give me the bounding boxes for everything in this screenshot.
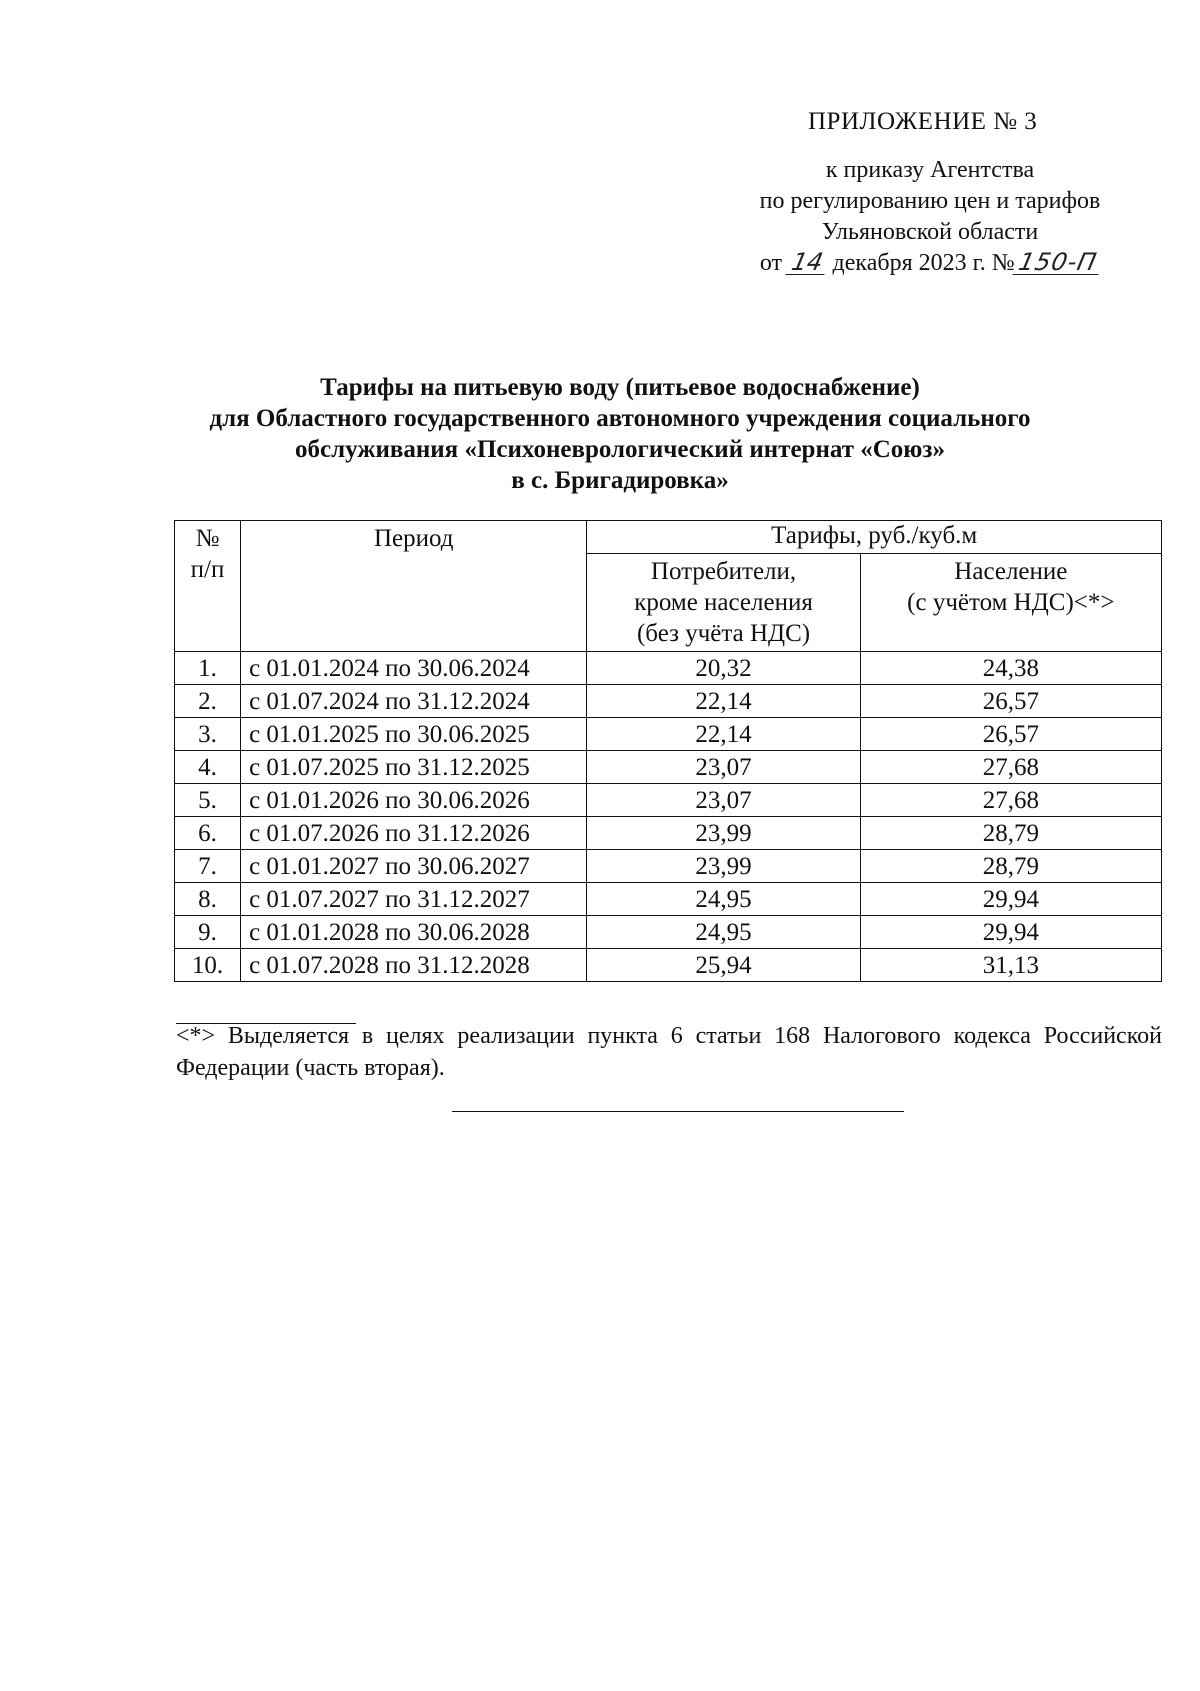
- row-period: с 01.01.2025 по 30.06.2025: [241, 718, 587, 751]
- row-number: 9.: [175, 916, 241, 949]
- row-period: с 01.01.2027 по 30.06.2027: [241, 850, 587, 883]
- row-consumers-tariff: 23,07: [587, 784, 860, 817]
- header-period: Период: [241, 521, 587, 652]
- row-consumers-tariff: 23,99: [587, 817, 860, 850]
- title-line-4: в с. Бригадировка»: [511, 467, 729, 494]
- row-period: с 01.01.2024 по 30.06.2024: [241, 652, 587, 685]
- header-population-line-1: Население: [954, 558, 1068, 585]
- row-population-tariff: 27,68: [860, 751, 1161, 784]
- row-number: 4.: [175, 751, 241, 784]
- row-number: 3.: [175, 718, 241, 751]
- order-number-handwritten: 150-П: [1012, 250, 1103, 275]
- document-title: [150, 372, 1090, 496]
- table-row: [175, 685, 1162, 718]
- header-consumers-line-1: Потребители,: [650, 558, 797, 585]
- table-row: [175, 817, 1162, 850]
- order-middle: декабря 2023 г. №: [832, 250, 1015, 276]
- row-number: 7.: [175, 850, 241, 883]
- table-row: [175, 883, 1162, 916]
- header-number-abbr: п/п: [190, 556, 225, 583]
- table-row: [175, 652, 1162, 685]
- table-row: [175, 784, 1162, 817]
- table-row: [175, 850, 1162, 883]
- title-line-1: Тарифы на питьевую воду (питьевое водоснабжение): [320, 374, 920, 401]
- table-row: [175, 718, 1162, 751]
- row-number: 6.: [175, 817, 241, 850]
- order-line: [700, 248, 1160, 279]
- appendix-title: ПРИЛОЖЕНИЕ № 3: [808, 108, 1038, 135]
- table-row: [175, 949, 1162, 982]
- row-period: с 01.07.2028 по 31.12.2028: [241, 949, 587, 982]
- row-population-tariff: 29,94: [860, 916, 1161, 949]
- header-number: [175, 521, 241, 652]
- row-consumers-tariff: 25,94: [587, 949, 860, 982]
- table-row: [175, 751, 1162, 784]
- order-day-handwritten: 14: [785, 250, 829, 275]
- row-population-tariff: 24,38: [860, 652, 1161, 685]
- appendix-line-2: по регулированию цен и тарифов: [759, 188, 1101, 214]
- title-line-2: для Областного государственного автономного учреждения социального: [209, 405, 1031, 432]
- order-prefix: от: [759, 250, 782, 276]
- row-consumers-tariff: 24,95: [587, 916, 860, 949]
- header-consumers-line-3: (без учёта НДС): [636, 620, 811, 647]
- row-population-tariff: 29,94: [860, 883, 1161, 916]
- row-period: с 01.01.2026 по 30.06.2026: [241, 784, 587, 817]
- row-population-tariff: 26,57: [860, 718, 1161, 751]
- row-population-tariff: 26,57: [860, 685, 1161, 718]
- row-consumers-tariff: 20,32: [587, 652, 860, 685]
- row-population-tariff: 27,68: [860, 784, 1161, 817]
- header-tariffs: Тарифы, руб./куб.м: [587, 521, 1162, 554]
- header-consumers: [587, 554, 860, 652]
- end-of-document-rule: [452, 1111, 904, 1112]
- appendix-line-3: Ульяновской области: [821, 219, 1039, 245]
- appendix-reference: [700, 155, 1160, 279]
- row-period: с 01.01.2028 по 30.06.2028: [241, 916, 587, 949]
- tariff-table: [174, 520, 1162, 982]
- row-number: 1.: [175, 652, 241, 685]
- title-line-3: обслуживания «Психоневрологический интернат «Союз»: [295, 436, 945, 463]
- row-consumers-tariff: 23,99: [587, 850, 860, 883]
- row-period: с 01.07.2025 по 31.12.2025: [241, 751, 587, 784]
- header-population-line-2: (с учётом НДС)<*>: [907, 589, 1115, 616]
- row-number: 8.: [175, 883, 241, 916]
- row-period: с 01.07.2024 по 31.12.2024: [241, 685, 587, 718]
- row-number: 5.: [175, 784, 241, 817]
- row-population-tariff: 28,79: [860, 850, 1161, 883]
- row-number: 2.: [175, 685, 241, 718]
- header-consumers-line-2: кроме населения: [634, 589, 813, 616]
- row-population-tariff: 28,79: [860, 817, 1161, 850]
- row-consumers-tariff: 24,95: [587, 883, 860, 916]
- row-consumers-tariff: 22,14: [587, 718, 860, 751]
- row-period: с 01.07.2027 по 31.12.2027: [241, 883, 587, 916]
- row-number: 10.: [175, 949, 241, 982]
- header-number-symbol: №: [195, 525, 220, 552]
- table-header-row-1: [175, 521, 1162, 554]
- row-population-tariff: 31,13: [860, 949, 1161, 982]
- row-consumers-tariff: 22,14: [587, 685, 860, 718]
- row-period: с 01.07.2026 по 31.12.2026: [241, 817, 587, 850]
- appendix-line-1: к приказу Агентства: [825, 157, 1035, 183]
- row-consumers-tariff: 23,07: [587, 751, 860, 784]
- header-population: [860, 554, 1161, 652]
- footnote: <*> Выделяется в целях реализации пункта 6 статьи 168 Налогового кодекса Российской Федерации (часть вторая).: [176, 1023, 1162, 1081]
- table-row: [175, 916, 1162, 949]
